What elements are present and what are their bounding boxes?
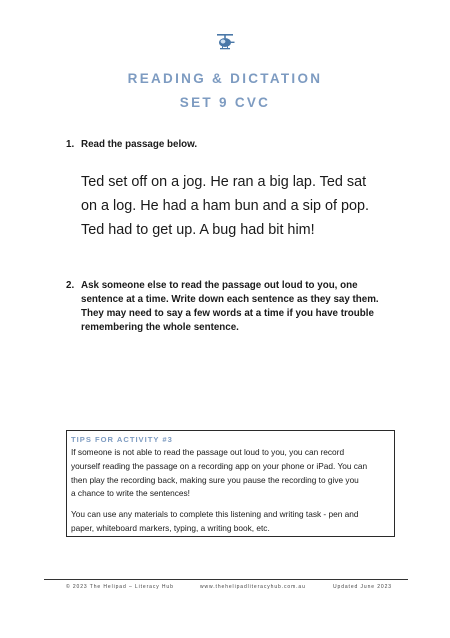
helicopter-icon [215,33,235,51]
passage-line: on a log. He had a ham bun and a sip of pop. [81,198,370,214]
tips-paragraph [71,508,390,536]
worksheet-title: READING & DICTATION [127,71,323,86]
reading-passage [81,170,401,242]
tips-line: yourself reading the passage on a recording app on your phone or iPad. You can [71,460,368,471]
tips-line: paper, whiteboard markers, typing, a writing book, etc. [71,522,270,533]
step-text [81,279,401,335]
passage-line: Ted had to get up. A bug had bit him! [81,222,315,238]
tips-line: You can use any materials to complete this listening and writing task - pen and [71,509,359,520]
step-number: 1. [66,139,75,150]
step-text-line: sentence at a time. Write down each sentence as they say them. [81,294,379,305]
tips-line: If someone is not able to read the passage out loud to you, you can record [71,447,345,457]
step-text: Read the passage below. [81,139,198,150]
step-text-line: remembering the whole sentence. [81,322,239,333]
tips-heading: TIPS FOR ACTIVITY #3 [71,435,173,444]
passage-line: Ted set off on a jog. He ran a big lap. Ted sat [81,174,367,190]
worksheet-subtitle: SET 9 CVC [179,95,271,110]
footer-website-link[interactable]: www.thehelipadliteracyhub.com.au [200,584,306,590]
footer-copyright: © 2023 The Helipad – Literacy Hub [66,584,174,590]
step-text-line: They may need to say a few words at a time if you have trouble [81,308,374,319]
step-text-line: Ask someone else to read the passage out loud to you, one [81,280,358,291]
tips-line: then play the recording back, making sure you pause the recording to give you [71,474,359,485]
footer-divider [44,579,408,580]
tips-line: a chance to write the sentences! [71,488,190,499]
tips-paragraph [71,446,390,501]
step-number: 2. [66,280,75,291]
tips-box [66,430,395,537]
footer-updated-date: Updated June 2023 [333,584,392,590]
